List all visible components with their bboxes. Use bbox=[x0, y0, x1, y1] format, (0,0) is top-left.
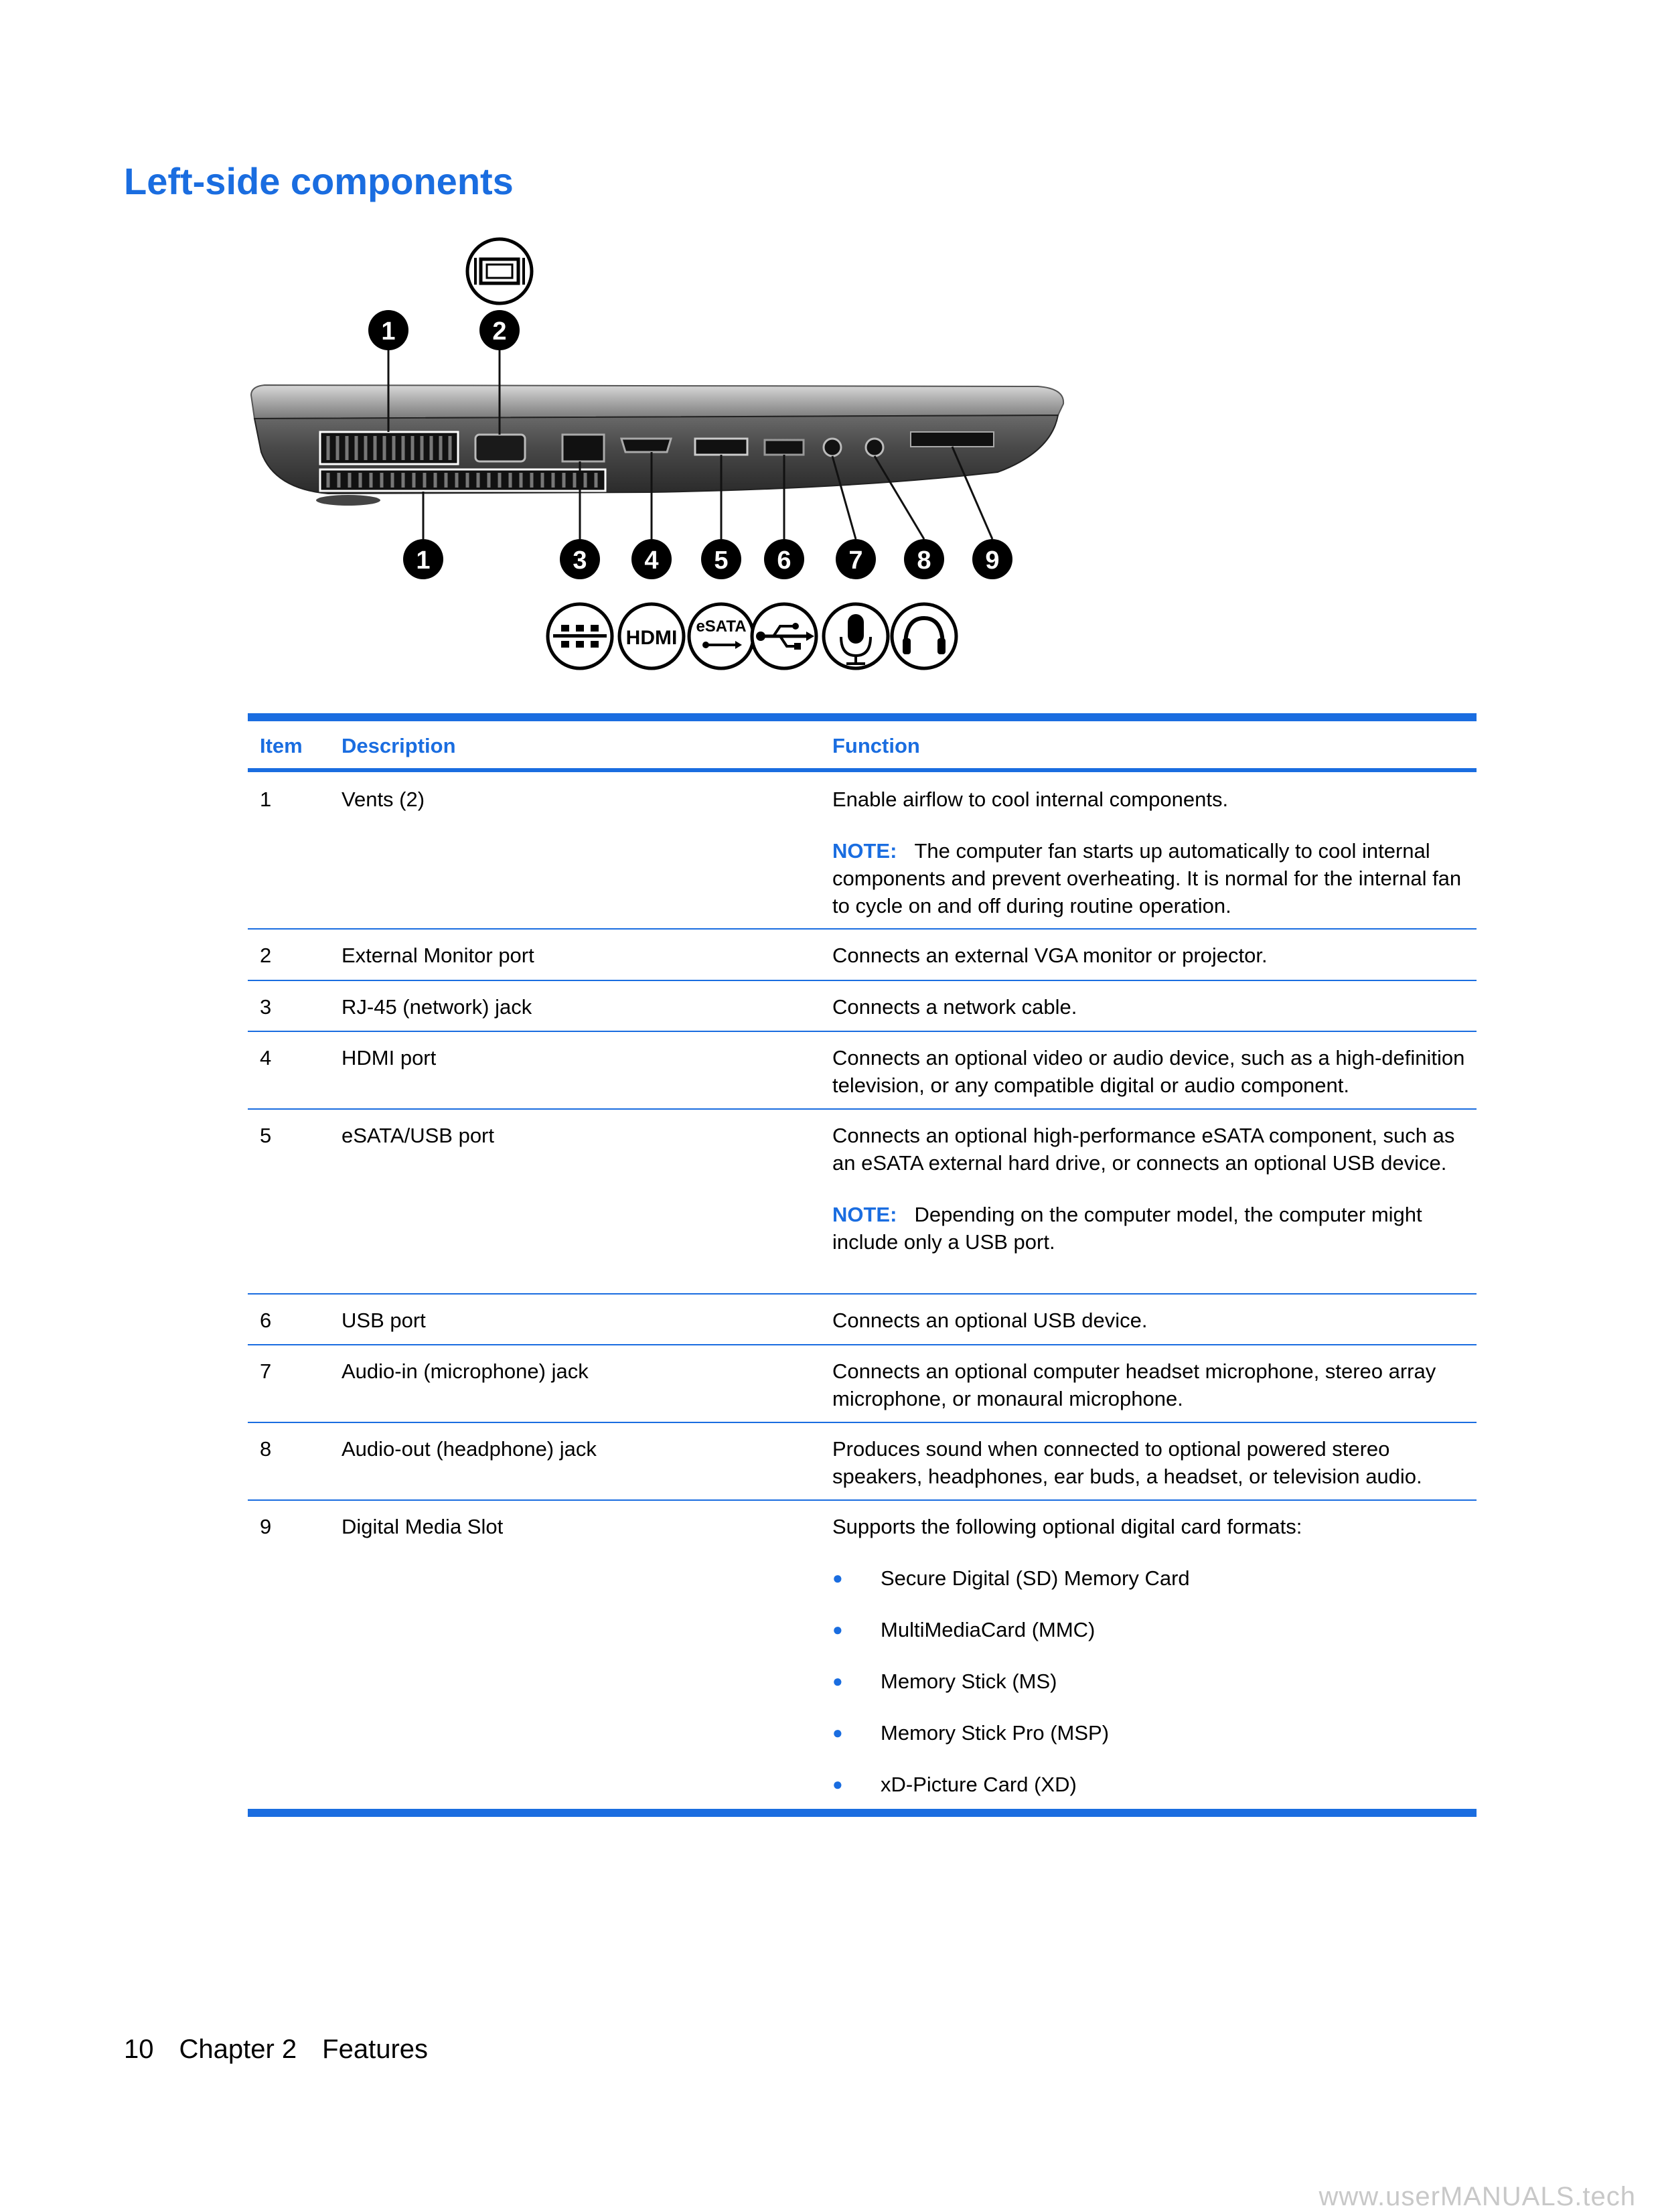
media-slot bbox=[911, 432, 994, 447]
table-row bbox=[248, 772, 1477, 928]
esata-port bbox=[695, 439, 747, 455]
table-row bbox=[248, 1295, 1477, 1344]
svg-text:1: 1 bbox=[416, 546, 431, 575]
list-item bbox=[832, 1771, 1468, 1798]
row-function bbox=[832, 942, 1468, 969]
callout-5 bbox=[701, 539, 741, 579]
chapter-label: Chapter 2 bbox=[179, 2035, 297, 2064]
function-text: Connects a network cable. bbox=[832, 995, 1077, 1019]
callout-2 bbox=[479, 310, 520, 350]
note-label: NOTE: bbox=[832, 839, 897, 863]
note-text: Depending on the computer model, the computer might include only a USB port. bbox=[832, 1203, 1422, 1254]
list-item bbox=[832, 1668, 1468, 1695]
callout-8 bbox=[904, 539, 944, 579]
header-item: Item bbox=[260, 734, 303, 757]
vga-port bbox=[475, 435, 525, 461]
row-description: HDMI port bbox=[342, 1046, 437, 1070]
table-bottom-rule bbox=[248, 1809, 1477, 1817]
bullet-icon: ● bbox=[832, 1619, 843, 1639]
row-description: eSATA/USB port bbox=[342, 1124, 494, 1147]
vent-upper bbox=[320, 432, 458, 464]
row-item: 6 bbox=[260, 1309, 272, 1332]
monitor-icon bbox=[467, 239, 532, 303]
list-item bbox=[832, 1616, 1468, 1643]
list-item-text: Secure Digital (SD) Memory Card bbox=[881, 1566, 1190, 1590]
microphone-icon bbox=[824, 604, 888, 668]
row-item: 1 bbox=[260, 788, 272, 811]
list-item bbox=[832, 1564, 1468, 1592]
headphone-icon bbox=[892, 604, 956, 668]
table-row bbox=[248, 1032, 1477, 1108]
function-text: Enable airflow to cool internal components. bbox=[832, 788, 1229, 811]
row-description: Audio-in (microphone) jack bbox=[342, 1359, 589, 1383]
header-description: Description bbox=[342, 734, 456, 757]
function-text: Produces sound when connected to optional powered stereo speakers, headphones, ear buds, a headset, or television audio. bbox=[832, 1437, 1422, 1488]
svg-text:7: 7 bbox=[848, 546, 863, 575]
usb-icon bbox=[752, 604, 816, 668]
list-item-text: xD-Picture Card (XD) bbox=[881, 1773, 1077, 1796]
row-description: Audio-out (headphone) jack bbox=[342, 1437, 597, 1461]
row-function bbox=[832, 1435, 1468, 1490]
row-item: 9 bbox=[260, 1515, 272, 1538]
function-text: Connects an optional video or audio device, such as a high-definition television, or any compatible digital or audio component. bbox=[832, 1046, 1465, 1097]
list-item-text: Memory Stick (MS) bbox=[881, 1670, 1057, 1693]
callout-1-bottom bbox=[403, 539, 443, 579]
table-row bbox=[248, 1110, 1477, 1293]
list-item-text: MultiMediaCard (MMC) bbox=[881, 1618, 1096, 1641]
callout-3 bbox=[560, 539, 600, 579]
svg-text:2: 2 bbox=[492, 317, 507, 346]
row-description: Digital Media Slot bbox=[342, 1515, 504, 1538]
table-row bbox=[248, 1501, 1477, 1809]
table-row bbox=[248, 1423, 1477, 1499]
row-item: 2 bbox=[260, 944, 272, 967]
page-number: 10 bbox=[124, 2035, 154, 2064]
table-row bbox=[248, 981, 1477, 1031]
callout-1-top bbox=[368, 310, 408, 350]
watermark: www.userMANUALS.tech bbox=[1318, 2182, 1636, 2211]
row-item: 5 bbox=[260, 1124, 272, 1147]
list-item-text: Memory Stick Pro (MSP) bbox=[881, 1721, 1110, 1745]
function-text: Supports the following optional digital card formats: bbox=[832, 1515, 1302, 1538]
callout-4 bbox=[631, 539, 672, 579]
note-paragraph bbox=[832, 1201, 1468, 1256]
bullet-icon: ● bbox=[832, 1722, 843, 1743]
components-table bbox=[248, 713, 1477, 1817]
row-item: 8 bbox=[260, 1437, 272, 1461]
table-header-row bbox=[248, 721, 1477, 768]
note-paragraph bbox=[832, 837, 1468, 919]
function-text: Connects an optional high-performance eSATA component, such as an eSATA external hard drive, or connects an optional USB device. bbox=[832, 1124, 1455, 1175]
bullet-icon: ● bbox=[832, 1671, 843, 1691]
svg-text:5: 5 bbox=[714, 546, 729, 575]
row-description: External Monitor port bbox=[342, 944, 534, 967]
page-title: Left-side components bbox=[124, 160, 514, 202]
row-description: RJ-45 (network) jack bbox=[342, 995, 532, 1019]
hdmi-icon bbox=[619, 604, 684, 668]
row-item: 4 bbox=[260, 1046, 272, 1070]
row-function bbox=[832, 1307, 1468, 1334]
section-label: Features bbox=[322, 2035, 429, 2064]
laptop-left-side-figure bbox=[248, 231, 1071, 673]
svg-text:HDMI: HDMI bbox=[625, 627, 678, 649]
table-row bbox=[248, 930, 1477, 980]
note-text: The computer fan starts up automatically to cool internal components and prevent overheating. It is normal for the internal fan to cycle on and off during routine operation. bbox=[832, 839, 1462, 917]
svg-text:4: 4 bbox=[644, 546, 659, 575]
svg-text:1: 1 bbox=[381, 317, 396, 346]
row-item: 7 bbox=[260, 1359, 272, 1383]
function-text: Connects an optional computer headset microphone, stereo array microphone, or monaural microphone. bbox=[832, 1359, 1436, 1410]
row-description: USB port bbox=[342, 1309, 426, 1332]
row-function bbox=[832, 1357, 1468, 1412]
callout-6 bbox=[764, 539, 804, 579]
list-item bbox=[832, 1719, 1468, 1747]
table-top-rule bbox=[248, 713, 1477, 721]
svg-text:6: 6 bbox=[777, 546, 791, 575]
bullet-icon: ● bbox=[832, 1774, 843, 1794]
svg-text:3: 3 bbox=[573, 546, 587, 575]
vent-lower bbox=[320, 469, 605, 491]
note-label: NOTE: bbox=[832, 1203, 897, 1226]
row-function bbox=[832, 1513, 1468, 1798]
page-footer bbox=[124, 2035, 453, 2065]
header-function: Function bbox=[832, 734, 920, 757]
mic-jack bbox=[824, 439, 841, 456]
function-text: Connects an external VGA monitor or projector. bbox=[832, 944, 1268, 967]
table-row bbox=[248, 1345, 1477, 1422]
function-text: Connects an optional USB device. bbox=[832, 1309, 1148, 1332]
row-function bbox=[832, 1044, 1468, 1099]
callout-7 bbox=[836, 539, 876, 579]
network-icon bbox=[548, 604, 612, 668]
row-function bbox=[832, 1122, 1468, 1256]
headphone-jack bbox=[866, 439, 883, 456]
svg-text:8: 8 bbox=[917, 546, 931, 575]
rj45-port bbox=[562, 435, 604, 461]
row-function bbox=[832, 786, 1468, 919]
callout-9 bbox=[972, 539, 1012, 579]
esata-icon bbox=[689, 604, 753, 668]
svg-text:eSATA: eSATA bbox=[696, 617, 747, 636]
svg-text:9: 9 bbox=[985, 546, 1000, 575]
hdmi-port bbox=[621, 439, 671, 452]
row-description: Vents (2) bbox=[342, 788, 425, 811]
row-item: 3 bbox=[260, 995, 272, 1019]
usb-port bbox=[765, 440, 804, 455]
bullet-icon: ● bbox=[832, 1568, 843, 1588]
row-function bbox=[832, 993, 1468, 1021]
